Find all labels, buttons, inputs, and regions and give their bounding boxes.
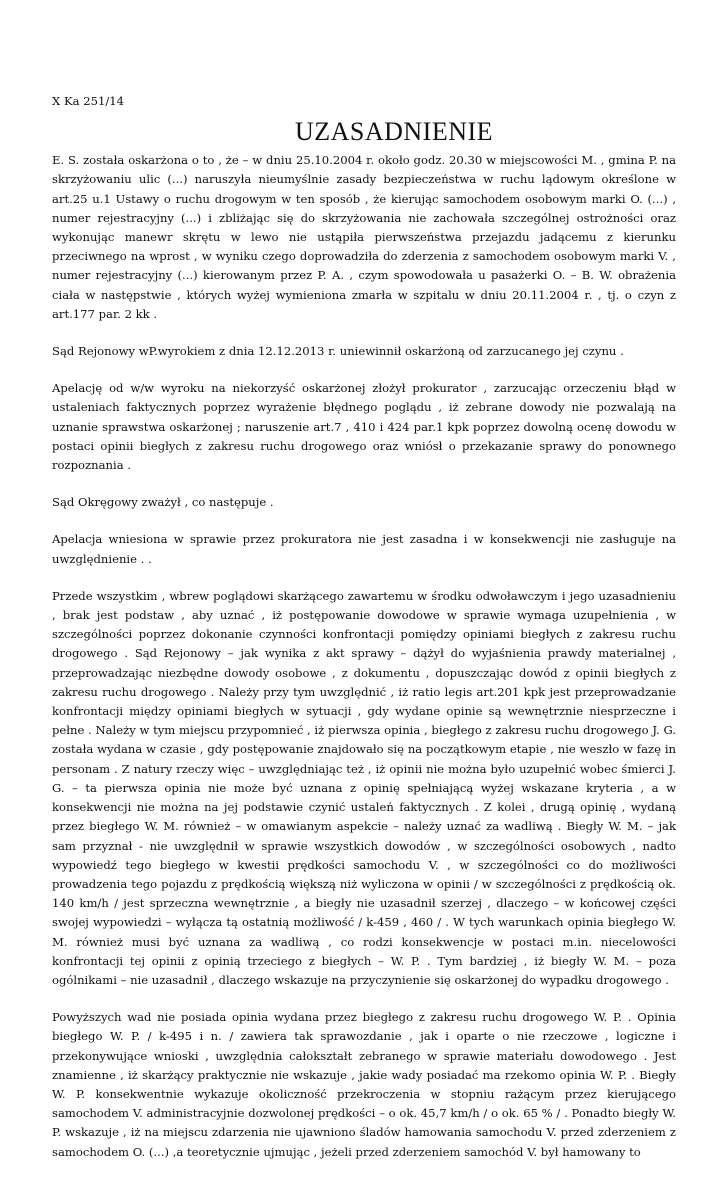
- paragraph-charges: E. S. została oskarżona o to , że – w dniu 25.10.2004 r. około godz. 20.30 w miejscowości M. , gmina P. na skrzyżowaniu ulic (...) naruszyła nieumyślnie zasady bezpieczeństwa w ruchu lądowym określone w art.25 u.1 Ustawy o ruchu drogowym w ten sposób , że kierując samochodem osobowym marki O. (...) , numer rejestracyjny (...) i zbliżając się do skrzyżowania nie zachowała szczególnej ostrożności oraz wykonując manewr skrętu w lewo nie ustąpiła pierwszeństwa przejazdu jadącemu z kierunku przeciwnego na wprost , w wyniku czego doprowadziła do zderzenia z samochodem osobowym marki V. , numer rejestracyjny (...) kierowanym przez P. A. , czym spowodowała u pasażerki O. – B. W. obrażenia ciała w następstwie , których wyżej wymieniona zmarła w szpitalu w dniu 20.11.2004 r. , tj. o czyn z art.177 par. 2 kk .: [52, 153, 676, 321]
- case-number: X Ka 251/14: [52, 94, 124, 108]
- paragraph-appeal: Apelację od w/w wyroku na niekorzyść oskarżonej złożył prokurator , zarzucając orzeczeniu błąd w ustaleniach faktycznych poprzez wyrażenie błędnego poglądu , iż zebrane dowody nie pozwalają na uznanie sprawstwa oskarżonej ; naruszenie art.7 , 410 i 424 par.1 kpk poprzez dowolną ocenę dowodu w postaci opinii biegłych z zakresu ruchu drogowego oraz wniósł o przekazanie sprawy do ponownego rozpoznania .: [52, 381, 676, 473]
- document-title: UZASADNIENIE: [294, 117, 494, 147]
- paragraph-court-considered: Sąd Okręgowy zważył , co następuje .: [52, 495, 274, 510]
- paragraph-appeal-unfounded: Apelacja wniesiona w sprawie przez prokuratora nie jest zasadna i w konsekwencji nie zasługuje na uwzględnienie . .: [52, 532, 676, 566]
- paragraph-reasoning-2: Powyższych wad nie posiada opinia wydana przez biegłego z zakresu ruchu drogowego W. P. . Opinia biegłego W. P. / k-495 i n. / zawiera tak sprawozdanie , jak i oparte o nie rzeczowe , logiczne i przekonywujące wnioski , uwzględnia całokształt zebranego w sprawie materiału dowodowego . Jest znamienne , iż skarżący praktycznie nie wskazuje , jakie wady posiadać ma rzekomo opinia W. P. . Biegły W. P. konsekwentnie wykazuje okoliczność przekroczenia w stopniu rażącym przez kierującego samochodem V. administracyjnie dozwolonej prędkości – o ok. 45,7 km/h / o ok. 65 % / . Ponadto biegły W. P. wskazuje , iż na miejscu zdarzenia nie ujawniono śladów hamowania samochodu V. przed zderzeniem z samochodem O. (...) ,a teoretycznie ujmując , jeżeli przed zderzeniem samochód V. był hamowany to: [52, 1010, 676, 1159]
- paragraph-verdict: Sąd Rejonowy wP.wyrokiem z dnia 12.12.2013 r. uniewinnił oskarżoną od zarzucanego jej czynu .: [52, 344, 624, 359]
- paragraph-reasoning-1: Przede wszystkim , wbrew poglądowi skarżącego zawartemu w środku odwoławczym i jego uzasadnieniu , brak jest podstaw , aby uznać , iż postępowanie dowodowe w sprawie wymaga uzupełnienia , w szczególności poprzez dokonanie czynności konfrontacji pomiędzy opiniami biegłych z zakresu ruchu drogowego . Sąd Rejonowy – jak wynika z akt sprawy – dążył do wyjaśnienia prawdy materialnej , przeprowadzając niezbędne dowody osobowe , z dokumentu , dopuszczając dowód z opinii biegłych z zakresu ruchu drogowego . Należy przy tym uwzględnić , iż ratio legis art.201 kpk jest przeprowadzanie konfrontacji między opiniami biegłych w sytuacji , gdy wydane opinie są wewnętrznie niesprzeczne i pełne . Należy w tym miejscu przypomnieć , iż pierwsza opinia , biegłego z zakresu ruchu drogowego J. G. została wydana w czasie , gdy postępowanie znajdowało się na początkowym etapie , nie weszło w fazę in personam . Z natury rzeczy więc – uwzględniając też , iż opinii nie można było uzupełnić wobec śmierci J. G. – ta pierwsza opinia nie może być uznana z opinię spełniającą wyżej wskazane kryteria , a w konsekwencji nie można na jej podstawie czynić ustaleń faktycznych . Z kolei , drugą opinię , wydaną przez biegłego W. M. również – w omawianym aspekcie – należy uznać za wadliwą . Biegły W. M. – jak sam przyznał - nie uwzględnił w sprawie wszystkich dowodów , w szczególności osobowych , nadto wypowiedź tego biegłego w kwestii prędkości samochodu V. , w szczególności co do możliwości prowadzenia tego pojazdu z prędkością większą niż wyliczona w opinii / w szczególności z prędkością ok. 140 km/h / jest sprzeczna wewnętrznie , a biegły nie uzasadnił szerzej , dlaczego – w końcowej części swojej wypowiedzi – wyłącza tą ostatnią możliwość / k-459 , 460 / . W tych warunkach opinia biegłego W. M. również musi być uznana za wadliwą , co rodzi konsekwencje w postaci m.in. niecelowości konfrontacji tej opinii z opinią trzeciego z biegłych – W. P. . Tym bardziej , iż biegły W. M. – poza ogólnikami – nie uzasadnił , dlaczego wskazuje na przyczynienie się oskarżonej do wypadku drogowego .: [52, 588, 676, 987]
- document-page: [52, 92, 676, 1180]
